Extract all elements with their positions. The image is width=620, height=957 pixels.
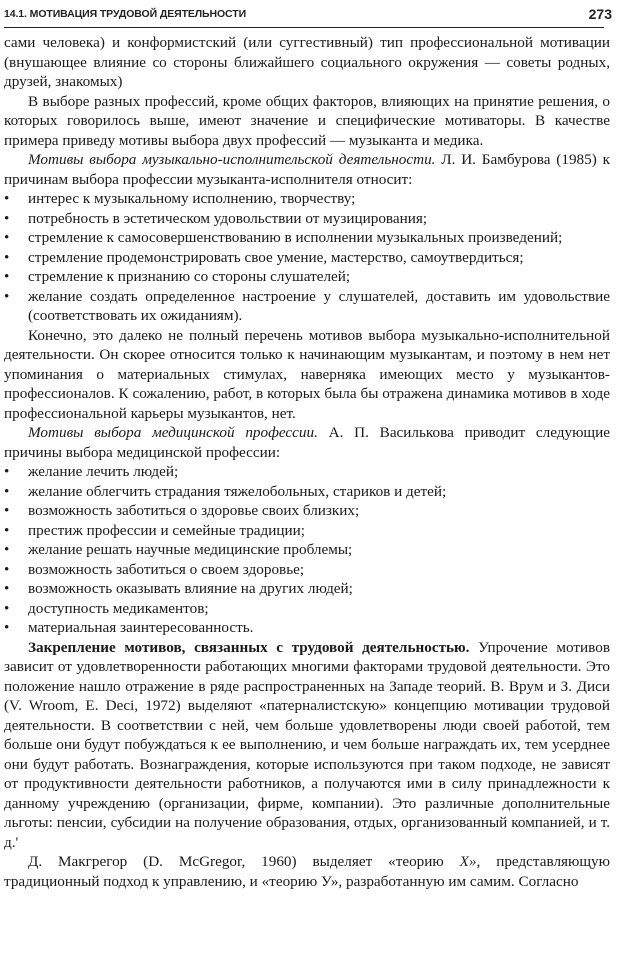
- list-item-text: доступность медикаментов;: [28, 599, 209, 617]
- running-title: 14.1. МОТИВАЦИЯ ТРУДОВОЙ ДЕЯТЕЛЬНОСТИ: [4, 8, 247, 20]
- bullet-icon: •: [4, 502, 10, 519]
- bullet-icon: •: [4, 521, 10, 539]
- list-item: [4, 189, 610, 209]
- bullet-icon: •: [4, 287, 10, 305]
- list-item-text: потребность в эстетическом удовольствии от музицирования;: [28, 209, 428, 227]
- list-item-text: желание лечить людей;: [28, 463, 179, 480]
- list-item: [4, 560, 610, 580]
- list-item-text: желание решать научные медицинские проблемы;: [28, 541, 353, 558]
- reinforcement-text: Упрочение мотивов зависит от удовлетворенности работающих многими факторами трудовой деятельности. Это положение нашло отражение в ряде распространенных на Западе теорий. В. Врум и З. Диси (V. Wroom, E. Deci, 1972) выделяют «патерналистскую» концепцию мотивации трудовой деятельности. В соответствии с ней, чем больше удовлетворены люди своей работой, тем больше они будут побуждаться к ее выполнению, и чем больше награждать их, тем усерднее они будут работать. Вознаграждения, которые используются при таком подходе, не зависят от продуктивности деятельности работников, а получаются ими в силу принадлежности к данному учреждению (организации, фирме, компании). Это различные дополнительные льготы: пенсии, субсидии на получение образования, отдых, организованный компанией, и т. д.': [4, 638, 610, 851]
- theory-x-label: X»,: [459, 853, 481, 870]
- list-item: [4, 228, 610, 248]
- paragraph-music-summary: Конечно, это далеко не полный перечень мотивов выбора музыкально-исполнительной деятельности. Он скорее относится только к начинающим музыкантам, и поэтому в нем нет упоминания о материальных стимулах, наверняка имеющих место у музыкантов-профессионалов. К сожалению, работ, в которых была бы отражена динамика мотивов в ходе профессиональной карьеры музыкантов, нет.: [4, 326, 610, 422]
- mcgregor-text-end: представляющую традиционный подход к управлению, и «теорию У», разработанную им самим. Согласно: [4, 853, 610, 890]
- list-item: [4, 248, 610, 268]
- list-item-text: материальная заинтересованность.: [28, 619, 254, 636]
- bullet-icon: •: [4, 541, 10, 558]
- list-item-text: возможность оказывать влияние на других людей;: [28, 580, 353, 597]
- list-item: [4, 618, 610, 638]
- bullet-icon: •: [4, 599, 10, 617]
- list-item: [4, 540, 610, 560]
- list-item: [4, 579, 610, 599]
- list-item-text: стремление продемонстрировать свое умение, мастерство, самоутвердиться;: [28, 248, 524, 266]
- bullet-icon: •: [4, 482, 10, 500]
- bullet-icon: •: [4, 209, 10, 227]
- list-item-text: желание облегчить страдания тяжелобольных, стариков и детей;: [28, 482, 447, 500]
- paragraph-music-intro: [4, 150, 610, 189]
- list-item: [4, 462, 610, 482]
- header-rule: [4, 27, 604, 28]
- list-item: [4, 521, 610, 541]
- list-item: [4, 599, 610, 619]
- mcgregor-text-start: Д. Макгрегор (D. McGregor, 1960) выделяет «теорию: [28, 853, 460, 870]
- list-item: [4, 287, 610, 326]
- bullet-icon: •: [4, 619, 10, 636]
- bullet-icon: •: [4, 560, 10, 578]
- bullet-icon: •: [4, 190, 10, 207]
- reinforcement-heading: Закрепление мотивов, связанных с трудовой деятельностью.: [28, 638, 470, 656]
- page-number: 273: [588, 6, 612, 22]
- list-item: [4, 209, 610, 229]
- bullet-icon: •: [4, 229, 10, 246]
- list-item: [4, 482, 610, 502]
- list-item: [4, 501, 610, 521]
- bullet-icon: •: [4, 268, 10, 285]
- page-body: [4, 33, 610, 891]
- paragraph-reinforcement: [4, 638, 610, 853]
- music-motives-heading: Мотивы выбора музыкально-исполнительской деятельности.: [28, 151, 436, 168]
- bullet-icon: •: [4, 248, 10, 266]
- list-item-text: возможность заботиться о своем здоровье;: [28, 560, 305, 578]
- bullet-icon: •: [4, 463, 10, 480]
- list-item-text: желание создать определенное настроение у слушателей, доставить им удовольствие (соответствовать их ожиданиям).: [28, 287, 610, 324]
- paragraph-medical-intro: [4, 423, 610, 462]
- running-header: [4, 6, 616, 26]
- list-item-text: возможность заботиться о здоровье своих близких;: [28, 502, 360, 519]
- list-item-text: интерес к музыкальному исполнению, творчеству;: [28, 190, 356, 207]
- bullet-icon: •: [4, 580, 10, 597]
- medical-motives-list: [4, 462, 610, 638]
- paragraph-continuation: сами человека) и конформистский (или суггестивный) тип профессиональной мотивации (внушающее влияние со стороны ближайшего социального окружения — советы родных, друзей, знакомых): [4, 34, 610, 90]
- music-motives-list: [4, 189, 610, 326]
- music-motives-intro-text: Л. И. Бамбурова (1985) к причинам выбора профессии музыканта-исполнителя относит:: [4, 151, 610, 188]
- medical-motives-heading: Мотивы выбора медицинской профессии.: [28, 424, 318, 441]
- list-item-text: стремление к признанию со стороны слушателей;: [28, 268, 351, 285]
- list-item-text: стремление к самосовершенствованию в исполнении музыкальных произведений;: [28, 229, 563, 246]
- medical-motives-intro-text: А. П. Василькова приводит следующие причины выбора медицинской профессии:: [4, 424, 610, 461]
- list-item-text: престиж профессии и семейные традиции;: [28, 521, 306, 539]
- paragraph-mcgregor: [4, 852, 610, 891]
- paragraph-specific-motivators: В выборе разных профессий, кроме общих факторов, влияющих на принятие решения, о которых говорилось выше, имеют значение и специфические мотиваторы. В качестве примера приведу мотивы выбора двух профессий — музыканта и медика.: [4, 92, 610, 149]
- list-item: [4, 267, 610, 287]
